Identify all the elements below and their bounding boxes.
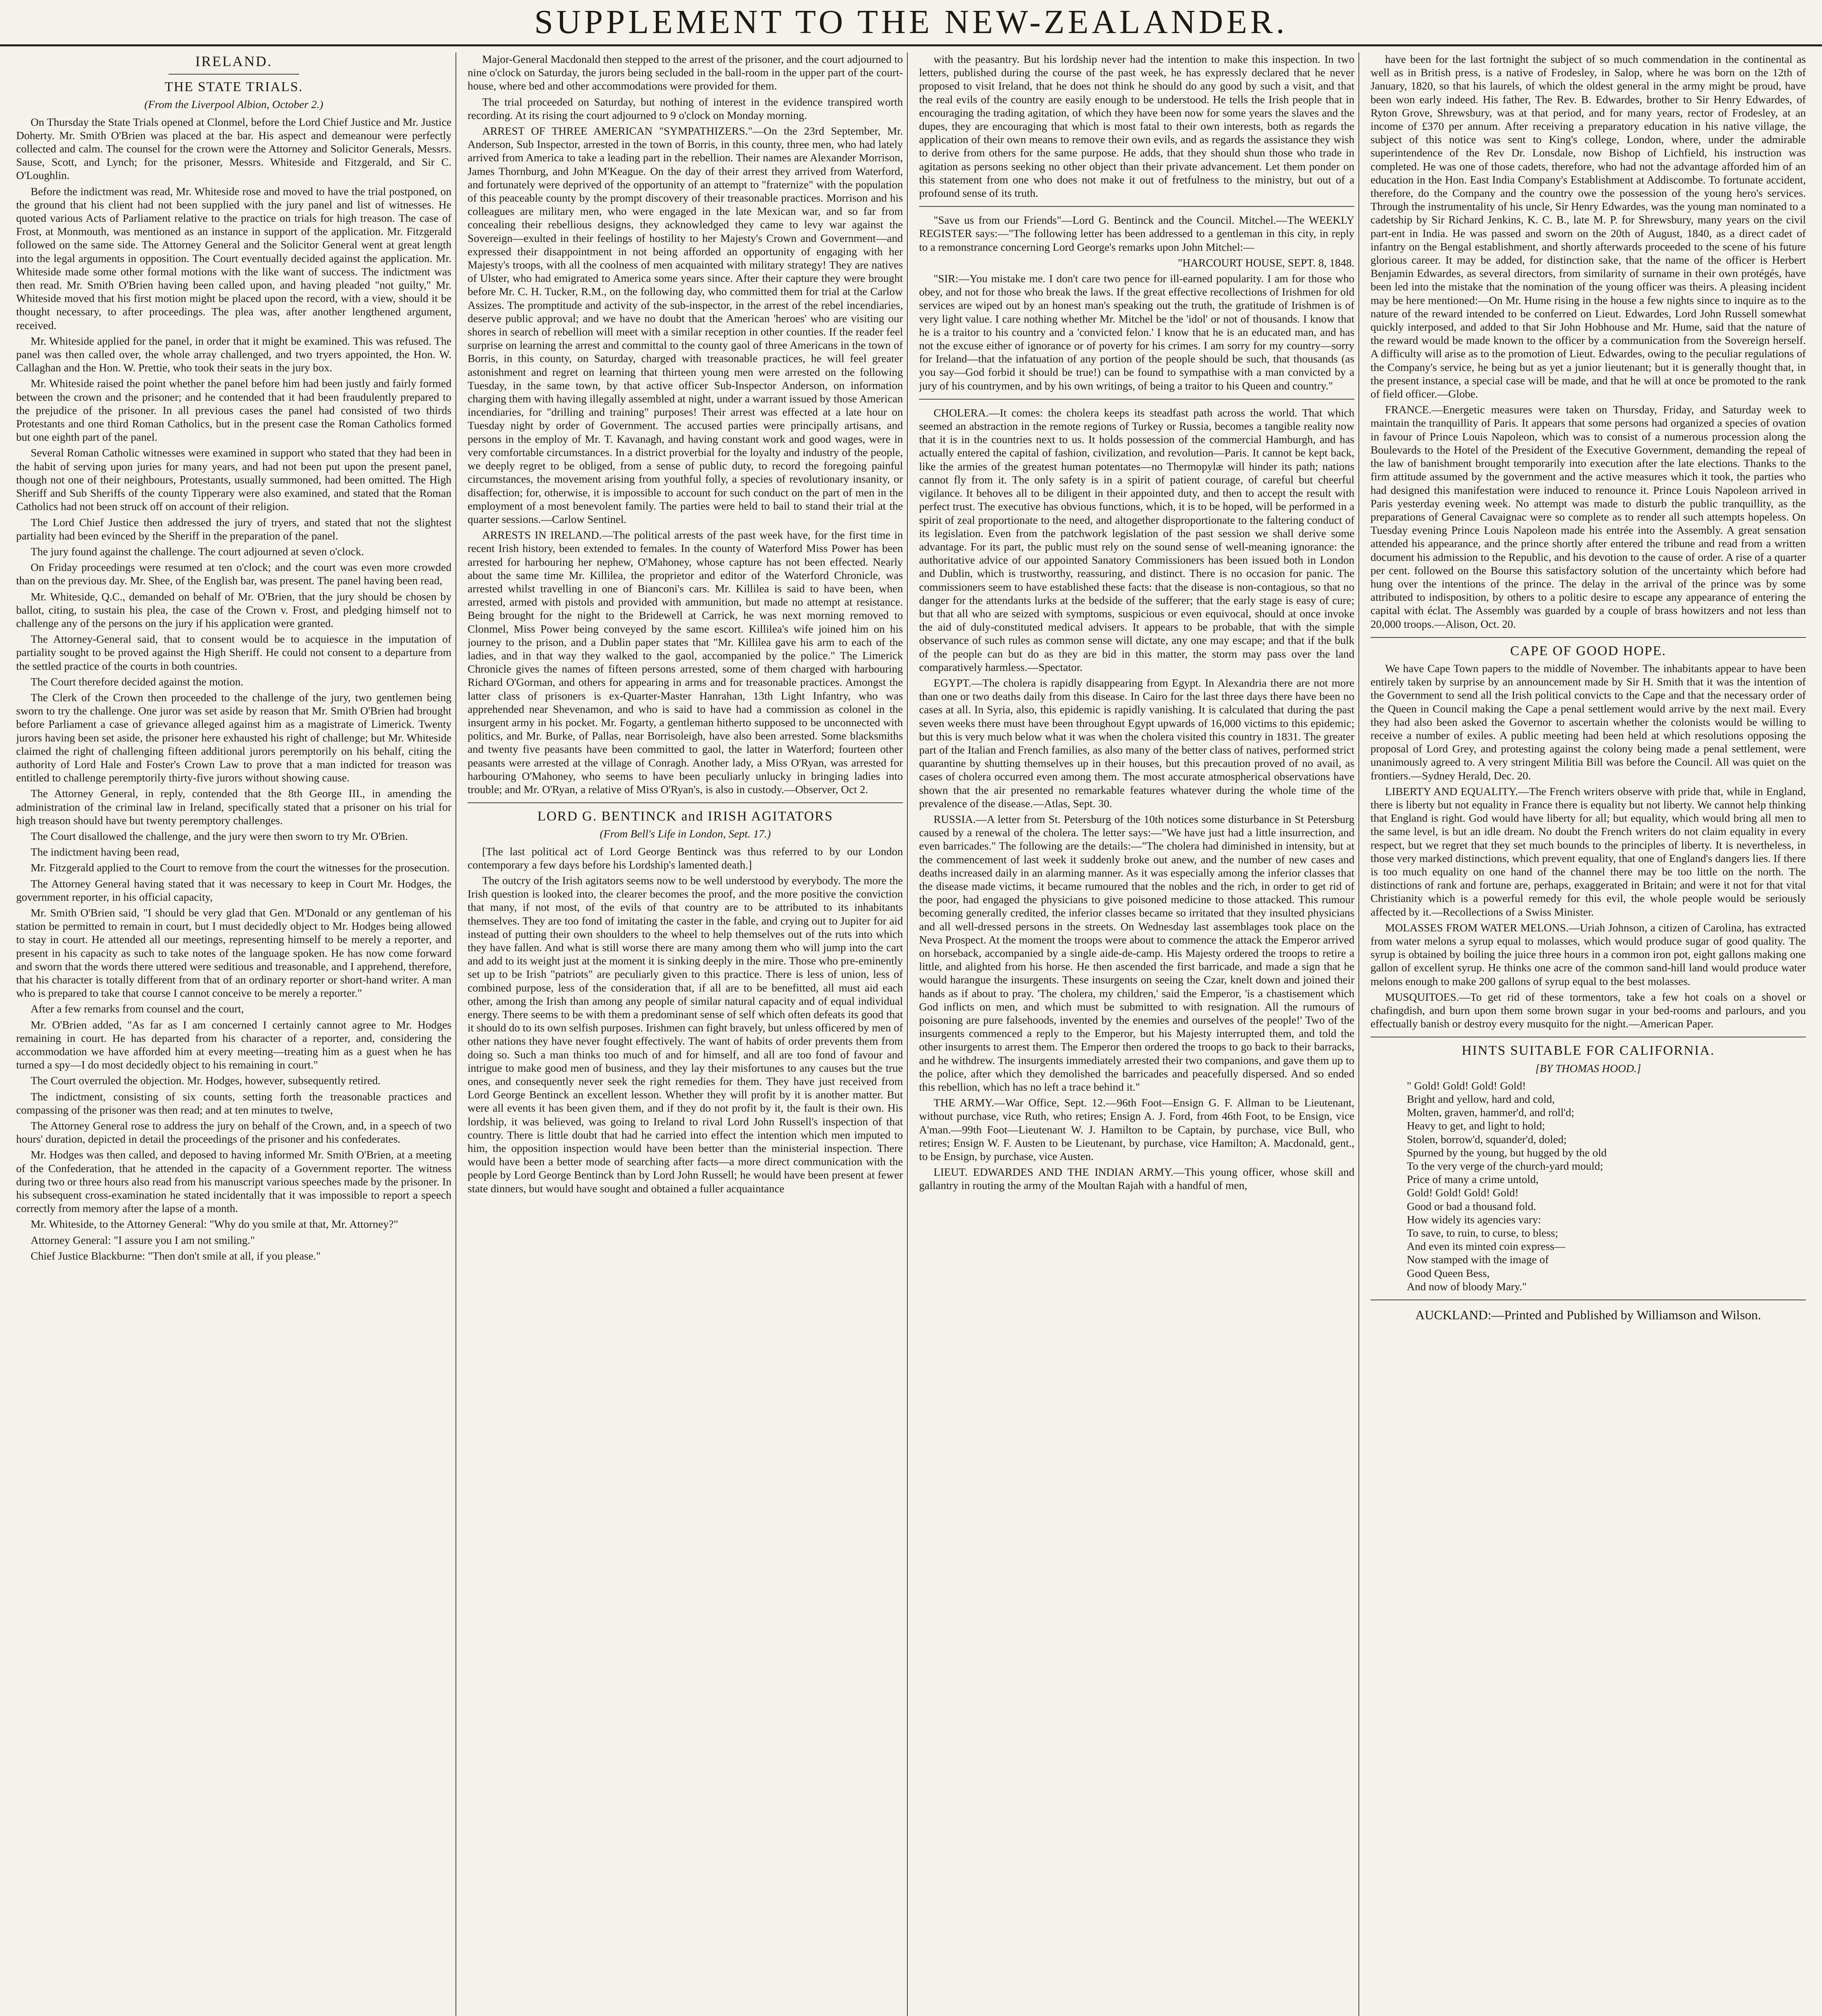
column-1: [16, 52, 451, 2016]
article-body: [16, 115, 451, 1262]
paragraph: [The last political act of Lord George Bentinck was thus referred to by our London contemporary a few days before his Lordship's lamented death.]: [468, 845, 903, 871]
poem-line: Stolen, borrow'd, squander'd, doled;: [1407, 1133, 1567, 1145]
paragraph: ARRESTS IN IRELAND.—The political arrests of the past week have, for the first time in recent Irish history, been extended to females. In the county of Waterford Miss Power has been arrested for harbouring her nephew, O'Mahoney, whose capture has not been effected. Nearly about the same time Mr. Killilea, the proprietor and editor of the Waterford Chronicle, was arrested whilst travelling in one of Bianconi's cars. Mr. Killilea is said to have been, when arrested, armed with pistols and provided with ammunition, but made no attempt at resistance. Being brought for the night to the Bridewell at Carrick, he was next morning removed to Clonmel, Miss Power being conveyed by the same escort. Killilea's wife joined him on his journey to the prison, and a Dublin paper states that "Mr. Killilea gave his arm to each of the ladies, and in that way they walked to the gaol, accompanied by the police." The Limerick Chronicle gives the names of fifteen persons arrested, some of them charged with harbouring Richard O'Gorman, and others for appearing in arms and for treasonable practices. Amongst the latter class of prisoners is ex-Quarter-Master Hanrahan, 13th Light Infantry, who was apprehended near Shevenamon, and who is said to have had a commission as colonel in the insurgent army in his pocket. Mr. Fogarty, a gentleman hitherto supposed to be unconnected with politics, and Mr. Burke, of Pallas, near Borrisoleigh, have also been arrested. Some blacksmiths and twenty five peasants have been committed to gaol, the latter in Waterford; fourteen other peasants were arrested at the village of Conragh. Another lady, a Miss O'Ryan, was arrested for harbouring O'Mahoney, who seems to have been peculiarly unlucky in bringing ladies into trouble; and Mr. O'Ryan, a relative of Miss O'Ryan's, is also in custody.—Observer, Oct 2.: [468, 529, 903, 796]
paragraph: The Clerk of the Crown then proceeded to the challenge of the jury, two gentlemen being sworn to try the challenge. One juror was set aside by reason that Mr. Smith O'Brien had brought before Parliament a case of grievance alleged against him as a magistrate of Limerick. Twenty jurors having been set aside, the prisoner here exhausted his right of challenge; but Mr. Whiteside claimed the right of challenging fifteen additional jurors peremptorily on his behalf, citing the authority of Lord Hale and Foster's Crown Law to prove that a man indicted for treason was entitled to challenge peremptorily thirty-five jurors without showing cause.: [16, 691, 451, 784]
paragraph: ARREST OF THREE AMERICAN "SYMPATHIZERS."—On the 23rd September, Mr. Anderson, Sub Inspector, arrested in the town of Borris, in this county, three men, who had lately arrived from America to take a leading part in the rebellion. Their names are Alexander Morrison, James Thornburg, and John M'Keague. On the day of their arrest they arrived from Waterford, and fortunately were deprived of the opportunity of an attempt to "fraternize" with the population of this peaceable county by the prompt discovery of their treasonable practices. Morrison and his colleagues are military men, who were engaged in the late Mexican war, and so far from concealing their rebellious designs, they acknowledged they came to levy war against the Sovereign—exulted in their feelings of hostility to her Majesty's Crown and Government—and expressed their disappointment in not being afforded an opportunity of engaging with her Majesty's troops, with all the coolness of men acquainted with military strategy! They are natives of Ulster, who had emigrated to America some years since. After their capture they were brought before Mr. C. H. Tucker, R.M., on the following day, who committed them for trial at the Carlow Assizes. The promptitude and activity of the sub-inspector, in the arrest of the rebel incendiaries, deserve public approval; and we have no doubt that the American 'heroes' who are visiting our shores in search of rebellion will meet with a similar reception in other counties. If the reader feel surprise on learning the arrest and committal to the county gaol of three Americans in the town of Borris, in this county, on Saturday, charged with treasonable practices, he will feel greater astonishment and regret on learning that thirteen young men were arrested on the following Tuesday, in the same town, by that active officer Sub-Inspector Anderson, on information charging them with having illegally assembled at night, under a warrant issued by those American incendiaries, for "drilling and training" purposes! Their arrest was effected at a late hour on Tuesday night by order of Government. The accused parties were principally artisans, and persons in the employ of Mr. T. Kavanagh, and having constant work and good wages, were in very comfortable circumstances. In a district proverbial for the loyalty and industry of the people, we deeply regret to be obliged, from a sense of public duty, to record the foregoing painful circumstances, the movement arising from youthful folly, a species of revolutionary insanity, or disaffection; for, otherwise, it is impossible to account for such conduct on the part of men in the employment of a most benevolent family. The parties were held to bail to stand their trial at the quarter sessions.—Carlow Sentinel.: [468, 125, 903, 525]
article-heading: LORD G. BENTINCK and IRISH AGITATORS: [537, 809, 833, 824]
paragraph: The Attorney General, in reply, contended that the 8th George III., in amending the administration of the criminal law in Ireland, specifically stated that a prisoner on his trial for high treason should have but twenty peremptory challenges.: [16, 787, 451, 827]
paragraph: The jury found against the challenge. The court adjourned at seven o'clock.: [31, 545, 364, 558]
column-3: [919, 52, 1354, 2016]
divider: [168, 74, 299, 75]
poem-title: HINTS SUITABLE FOR CALIFORNIA.: [1462, 1043, 1715, 1058]
paragraph: Chief Justice Blackburne: "Then don't smile at all, if you please.": [31, 1249, 321, 1262]
paragraph: Mr. Whiteside, Q.C., demanded on behalf of Mr. O'Brien, that the jury should be chosen by ballot, citing, to sustain his plea, the case of the Crown v. Frost, and pledging himself not to challenge any of the persons on the jury if his application were granted.: [16, 590, 451, 629]
poem-line: And now of bloody Mary.": [1407, 1280, 1527, 1293]
poem-author: [BY THOMAS HOOD.]: [1535, 1062, 1641, 1075]
paragraph: Mr. O'Brien added, "As far as I am concerned I certainly cannot agree to Mr. Hodges remaining in court. He has departed from his character of a reporter, and, considering the accommodation we have afforded him at every meeting—treating him as a guest when he has turned a spy—I do most decidedly object to his remaining in court.": [16, 1018, 451, 1071]
article-body: [919, 406, 1354, 1192]
poem-line: To the very verge of the church-yard mould;: [1407, 1160, 1604, 1173]
paragraph: Major-General Macdonald then stepped to the arrest of the prisoner, and the court adjourned to nine o'clock on Saturday, the jurors being secluded in the ball-room in the upper part of the court-house, where bed and other accommodations were provided for them.: [468, 53, 903, 92]
paragraph: with the peasantry. But his lordship never had the intention to make this inspection. In two letters, published during the course of the past week, he has expressly declared that he never proposed to visit Ireland, that he does not think he should do any good by such a visit, and that the real evils of the country are easily enough to be understood. He tells the Irish people that in encouraging the trading agitation, of which they have been now for some years the slaves and the dupes, they are encouraging that which is most fatal to their own interests, both as regards the application of their own means to remove their own evils, and as regards the assistance they wish to derive from others for the same purpose. He adds, that they should shun those who trade in agitation as persons seeking no other object than their private advancement. Let them ponder on this statement from one who does not make it out of fretfulness to the ministry, but out of a profound sense of its truth.: [919, 53, 1354, 200]
divider: [468, 802, 903, 803]
poem-body: [1407, 1079, 1806, 1293]
paragraph: The indictment, consisting of six counts, setting forth the treasonable practices and compassing of the prisoner was then read; and at ten minutes to twelve,: [16, 1090, 451, 1116]
paragraph: On Thursday the State Trials opened at Clonmel, before the Lord Chief Justice and Mr. Justice Doherty. Mr. Smith O'Brien was placed at the bar. His aspect and demeanour were perfectly collected and calm. The counsel for the crown were the Attorney and Solicitor Generals, Messrs. Sause, Scott, and Lynch; for the prisoner, Messrs. Whiteside and Fitzgerald, and Sir C. O'Loughlin.: [16, 115, 451, 182]
paragraph: Before the indictment was read, Mr. Whiteside rose and moved to have the trial postponed, on the ground that his client had not been supplied with the jury panel and list of witnesses. He quoted various Acts of Parliament relative to the practice on trials for high treason. The case of Frost, at Monmouth, was mentioned as an instance in support of the application. Mr. Fitzgerald followed on the same side. The Attorney General and the Solicitor General went at great length into the legal arguments in opposition. The Court eventually decided against the application. Mr. Whiteside made some other formal motions with the like want of success. The indictment was then read. Mr. Smith O'Brien having been called upon, and having pleaded "not guilty," Mr. Whiteside moved that his first motion might be placed upon the record, with a view, should it be thought necessary, to after proceedings. The plea was, after another lengthened argument, received.: [16, 185, 451, 331]
divider: [919, 399, 1354, 400]
section-heading: IRELAND.: [195, 53, 272, 69]
divider: [919, 206, 1354, 207]
paragraph: The trial proceeded on Saturday, but nothing of interest in the evidence transpired worth recording. At its rising the court adjourned to 9 o'clock on Monday morning.: [468, 95, 903, 121]
paragraph: The Attorney-General said, that to consent would be to acquiesce in the imputation of partiality sought to be proved against the High Sheriff. He could not consent to a departure from the settled practice of the courts in both countries.: [16, 633, 451, 672]
article-body: [1371, 52, 1806, 631]
poem-line: Price of many a crime untold,: [1407, 1173, 1539, 1186]
poem-line: Spurned by the young, but hugged by the old: [1407, 1146, 1607, 1159]
paragraph: MUSQUITOES.—To get rid of these tormentors, take a few hot coals on a shovel or chafingdish, and burn upon them some brown sugar in your bed-rooms and parlours, and you effectually banish or destroy every musquito for the night.—American Paper.: [1371, 990, 1806, 1030]
paragraph: The Court disallowed the challenge, and the jury were then sworn to try Mr. O'Brien.: [31, 829, 408, 842]
paragraph: Mr. Whiteside applied for the panel, in order that it might be examined. This was refused. The panel was then called over, the whole array challenged, and two tryers appointed, the Hon. W. Callaghan and the Hon. W. Prettie, who took their seats in the jury box.: [16, 334, 451, 374]
paragraph: LIEUT. EDWARDES AND THE INDIAN ARMY.—This young officer, whose skill and gallantry in routing the army of the Moultan Rajah with a handful of men,: [919, 1166, 1354, 1192]
poem-line: How widely its agencies vary:: [1407, 1213, 1541, 1226]
paragraph: The Court overruled the objection. Mr. Hodges, however, subsequently retired.: [31, 1074, 381, 1087]
article-body: [468, 52, 903, 796]
divider: [1371, 637, 1806, 638]
article-heading: CAPE OF GOOD HOPE.: [1510, 643, 1666, 658]
paragraph: The outcry of the Irish agitators seems now to be well understood by everybody. The more the Irish question is looked into, the clearer becomes the proof, and the more positive the conviction that many, if not most, of the evils of that country are to be attributed to its inhabitants themselves. They are too fond of imitating the caster in the fable, and crying out to Jupiter for aid instead of putting their own shoulders to the wheel to help themselves out of the ruts into which they have fallen. And what is still worse there are many among them who will jump into the cart and add to its weight just at the moment it is sinking deeply in the mire. Those who pre-eminently set up to be Irish "patriots" are peculiarly given to this practice. There is less of union, less of combined purpose, less of the consideration that, if all are to be benefitted, all must aid each other, among the Irish than among any people of similar natural capacity and of equal individual energy. There seems to be with them a predominant sense of self which often defeats its good that it should do to its own selfish purposes. Irishmen can fight bravely, but unless officered by men of other nations they have never fought effectively. The want of habits of order prevents them from doing so. Such a man thinks too much of and for himself, and all are too fond of favour and intrigue to make good men of business, and they lay their misfortunes to any causes but the true ones, and consequently never seek the right remedies for them. They have just received from Lord George Bentinck an excellent lesson. Whether they will profit by it is another matter. But were all events it has been given them, and if they do not profit by it, the fault is their own. His lordship, it was believed, was going to Ireland to rival Lord John Russell's inspection of that country. There is little doubt that had he carried into effect the intention which men imputed to him, the opposition inspection would have been better than the ministerial inspection. There would have been a better mode of searching after facts—a more direct communication with the people by Lord George Bentinck than by Lord John Russell; he would have been present at fewer state dinners, but would have sought and obtained a fuller acquaintance: [468, 874, 903, 1195]
column-4: [1371, 52, 1806, 2016]
article-source: (From the Liverpool Albion, October 2.): [144, 98, 323, 111]
article-body: [1371, 662, 1806, 1030]
imprint: AUCKLAND:—Printed and Published by Williamson and Wilson.: [1415, 1308, 1761, 1322]
poem-line: Bright and yellow, hard and cold,: [1407, 1093, 1555, 1106]
paragraph: Mr. Smith O'Brien said, "I should be very glad that Gen. M'Donald or any gentleman of his station be permitted to remain in court, but I must decidedly object to Mr. Hodges being allowed to stay in court. He attended all our meetings, representing himself to be merely a reporter, and present in his capacity as such to take notes of the language spoken. He has now come forward and sworn that the words there uttered were seditious and treasonable, and I apprehend, therefore, that his character is totally different from that of an ordinary reporter or short-hand writer. A man who is prepared to take that course I cannot conceive to be merely a reporter.": [16, 906, 451, 1000]
paragraph: Mr. Whiteside, to the Attorney General: "Why do you smile at that, Mr. Attorney?": [31, 1218, 398, 1231]
paragraph: The Court therefore decided against the motion.: [31, 675, 243, 688]
poem-line: Good or bad a thousand fold.: [1407, 1200, 1536, 1212]
article-heading: THE STATE TRIALS.: [164, 79, 303, 95]
letter-intro: "Save us from our Friends"—Lord G. Bentinck and the Council. Mitchel.—The WEEKLY REGISTER says:—"The following letter has been addressed to a gentleman in this city, in reply to a remonstrance concerning Lord George's remarks upon John Mitchel:—: [919, 214, 1354, 253]
poem-line: Now stamped with the image of: [1407, 1253, 1549, 1266]
paragraph: LIBERTY AND EQUALITY.—The French writers observe with pride that, while in England, there is liberty but not equality in France there is equality but not liberty. We cannot help thinking that England is right. God would have liberty for all; but equality, which would bring all men to the same level, is but an idle dream. No doubt the French writers do not claim equality in every respect, but we regret that they set much bounds to the principles of liberty. It is nevertheless, in those very marked distinctions, which prevent equality, that one of England's dangers lies. If there is too much equality on one hand of the channel there may be too little on the north. The distinctions of rank and fortune are, perhaps, exaggerated in Britain; and were it not for that vital Christianity which is a powerful remedy for this evil, the whole people would be seriously affected by it.—Recollections of a Swiss Minister.: [1371, 785, 1806, 918]
paragraph: THE ARMY.—War Office, Sept. 12.—96th Foot—Ensign G. F. Allman to be Lieutenant, without purchase, vice Ruth, who retires; Ensign A. J. Ford, from 46th Foot, to be Ensign, vice A'man.—99th Foot—Lieutenant W. J. Hamilton to be Captain, by purchase, vice Bull, who retires; Ensign W. F. Austen to be Lieutenant, by purchase, vice Hamilton; A. Macdonald, gent., to be Ensign, by purchase, vice Austen.: [919, 1096, 1354, 1163]
poem-line: Gold! Gold! Gold! Gold!: [1407, 1186, 1519, 1199]
paragraph: On Friday proceedings were resumed at ten o'clock; and the court was even more crowded than on the previous day. Mr. Shee, of the English bar, was present. The panel having been read,: [16, 561, 451, 587]
paragraph: Mr. Whiteside raised the point whether the panel before him had been justly and fairly formed between the crown and the prisoner; and he contended that it had been fraudulently prepared to the prejudice of the prisoner. In all previous cases the panel had consisted of two thirds Protestants and one third Roman Catholics, but in the present case the Roman Catholics formed but one eighth part of the panel.: [16, 377, 451, 444]
paragraph: RUSSIA.—A letter from St. Petersburg of the 10th notices some disturbance in St Petersburg caused by a renewal of the cholera. The letter says:—"We have just had a little insurrection, and even barricades." The following are the details:—"The cholera had diminished in intensity, but at the commencement of last week it suddenly broke out anew, and the number of new cases and deaths increased daily in an alarming manner. As it was especially among the inferior classes that the disease made victims, it became rumoured that the nobles and the rich, in order to get rid of the poor, had engaged the physicians to give poisoned medicine to those attacked. This rumour becoming generally credited, the inferior classes became so irritated that they insulted physicians and all well-dressed persons in the streets. On Wednesday last assemblages took place on the Neva Prospect. At the moment the troops were about to commence the attack the Emperor arrived on horseback, accompanied by a single aide-de-camp. His Majesty ordered the troops to retire a little, and alighted from his horse. He then ascended the first barricade, and made a sign that he would harangue the insurgents. These insurgents on seeing the Czar, knelt down and joined their hands as if about to pray. 'The cholera, my children,' said the Emperor, 'is a chastisement which God inflicts on men, and which must be submitted to with resignation. All the rumours of poisoning are pure falsehoods, invented by the enemies and ourselves of the people!' Two of the insurgents commenced a reply to the Emperor, but his Majesty interrupted them, and told the other insurgents to arrest them. The Emperor then ordered the troops to go back to their barracks, and he withdrew. The insurgents immediately arrested their two companions, and gave them up to the police, after which they demolished the barricades and peacefully dispersed. And so ended this rebellion, which has no left a trace behind it.": [919, 812, 1354, 1093]
column-2: [468, 52, 903, 2016]
article-body: [919, 52, 1354, 200]
poem-line: Molten, graven, hammer'd, and roll'd;: [1407, 1106, 1574, 1119]
poem-line: " Gold! Gold! Gold! Gold!: [1407, 1079, 1526, 1092]
paragraph: Mr. Fitzgerald applied to the Court to remove from the court the witnesses for the prosecution.: [31, 861, 450, 874]
paragraph: The indictment having been read,: [31, 846, 179, 858]
paragraph: have been for the last fortnight the subject of so much commendation in the continental as well as in British press, is a native of Frodesley, in Salop, where he was born on the 12th of January, 1820, so that his laurels, of which the oldest general in the army might be proud, have been won early indeed. His father, The Rev. B. Edwardes, brother to Sir Henry Edwardes, of Ryton Grove, Shrewsbury, was at that period, and for many years, rector of Frodesley, at an income of £370 per annum. After receiving a preparatory education in his native village, the subject of this notice was sent to King's college, London, where, under the admirable superintendence of the Rev Dr. Lonsdale, now Bishop of Lichfield, his instruction was completed. He was one of those cadets, therefore, who had not the advantage afforded him of an education in the Hon. East India Company's Establishment at Addiscombe. To fortunate accident, therefore, do the Company and the country owe the possession of the young hero's services. Through the instrumentality of his uncle, Sir Henry Edwardes, was the young man nominated to a cadetship by Sir Richard Jenkins, K. C. B., late M. P. for Shrewsbury, many years on the civil part-ent in India. He was passed and sworn on the 20th of August, 1840, as a direct cadet of infantry on the Bengal establishment, and shortly afterwards proceeded to the scene of his future glorious career. It may be added, for distinction sake, that the name of the officer is Herbert Benjamin Edwardes, as several directors, from similarity of surname in their own protégés, have been led into the mistake that the nomination of the young officer was theirs. A pleasing incident may be here mentioned:—On Mr. Hume rising in the house a few nights since to inquire as to the nature of the reward intended to be conferred on Lieut. Edwardes, Lord John Russell somewhat quickly interposed, and added to that Sir John Hobhouse and Mr. Hume, said that the nature of the reward would be made known to the officer by a communication from the Sovereign herself. A difficulty will arise as to the promotion of Lieut. Edwardes, owing to the peculiar regulations of the Company's service, he being but as yet a junior lieutenant; but it is generally thought that, in the present instance, a special case will be made, and that he will at once be promoted to the rank of field officer.—Globe.: [1371, 53, 1806, 400]
paragraph: The Attorney General having stated that it was necessary to keep in Court Mr. Hodges, the government reporter, in his official capacity,: [16, 877, 451, 903]
poem-line: And even its minted coin express—: [1407, 1240, 1566, 1253]
poem-line: To save, to ruin, to curse, to bless;: [1407, 1227, 1558, 1239]
letter-dateline: "HARCOURT HOUSE, SEPT. 8, 1848.: [1178, 256, 1354, 269]
paragraph: Several Roman Catholic witnesses were examined in support who stated that they had been in the habit of serving upon juries for many years, and had not been put upon the present panel, though not one of their neighbours, Protestants, usually summoned, had been omitted. The High Sheriff and Sub Sheriffs of the county Tipperary were also examined, and stated that the Roman Catholics had not been struck off on account of their religion.: [16, 446, 451, 513]
paragraph: Mr. Hodges was then called, and deposed to having informed Mr. Smith O'Brien, at a meeting of the Confederation, that he attended in the capacity of a Government reporter. The witness during two or three hours also read from his manuscript various speeches made by the prisoner. In his subsequent cross-examination he stated incidentally that it was impossible to report a speech correctly from memory after the lapse of a month.: [16, 1148, 451, 1215]
poem-line: Good Queen Bess,: [1407, 1266, 1490, 1279]
letter-body: "SIR:—You mistake me. I don't care two pence for ill-earned popularity. I am for those who obey, and not for those who break the laws. If the great effective recollections of Irishmen for old services are wiped out by an honest man's speaking out the truth, the gratitude of Irishmen is of very light value. I care nothing whether Mr. Mitchel be the 'idol' or not of thousands. I know that he is a traitor to his country and a 'convicted felon.' I know that he is an educated man, and has not the excuse either of ignorance or of poverty for his crimes. I am sorry for my country—sorry for Ireland—that the infatuation of any portion of the people should be such, that thousands (as you say—God forbid it should be true!) can be found to sympathise with a man convicted by a jury of his countrymen, and by his own writings, of being a traitor to his Queen and country.": [919, 272, 1354, 392]
paragraph: The Lord Chief Justice then addressed the jury of tryers, and stated that not the slightest partiality had been evinced by the Sheriff in the preparation of the panel.: [16, 516, 451, 542]
column-rule: [1358, 52, 1359, 2016]
paragraph: Attorney General: "I assure you I am not smiling.": [31, 1233, 255, 1246]
paragraph: After a few remarks from counsel and the court,: [31, 1002, 244, 1015]
paragraph: CHOLERA.—It comes: the cholera keeps its steadfast path across the world. That which seemed an abstraction in the remote regions of Turkey or Russia, becomes a tangible reality now that it is in the countries next to us. It holds possession of the commercial Hamburgh, and has actually entered the capital of fashion, civilization, and revolution—Paris. It cannot be kept back, like the armies of the greatest human potentates—no Thermopylæ will hinder its path; nations cannot fly from it. The only safety is in a spirit of patient courage, of careful but cheerful vigilance. It behoves all to be diligent in their appointed duty, and then to accept the result with perfect trust. The executive has obvious functions, which, it is to be hoped, will be performed in a spirit of zeal proportionate to the need, and altogether disproportionate to the faltering conduct of its legislation. Even from the patchwork legislation of the past session we shall derive some advantage. For its part, the public must rely on the sound sense of well-meaning ignorance: the authoritative advice of our appointed Sanatory Commissioners has been issued both in London and Dublin, which is trustworthy, reassuring, and distinct. There is no occasion for panic. The commissioners seem to have established these facts: that the disease is non-contagious, so that no danger for the attendants lurks at the bedside of the sufferer; that the early stage is easy of cure; but that all who are seized with symptoms, suspicious or even equivocal, should at once invoke the aid of duly-constituted medical advisers. It appears to be probable, that with the simple observance of such rules as common sense will dictate, any one may escape; and that if the bulk of the people can but do as they are bid in this matter, the storm may pass over the land comparatively harmless.—Spectator.: [919, 406, 1354, 673]
masthead: SUPPLEMENT TO THE NEW-ZEALANDER.: [0, 0, 1822, 46]
paragraph: EGYPT.—The cholera is rapidly disappearing from Egypt. In Alexandria there are not more than one or two deaths daily from this disease. In Cairo for the last three days there have been no cases at all. In Syria, also, this epidemic is rapidly vanishing. It is calculated that during the past seven weeks there must have been throughout Egypt upwards of 16,000 victims to this epidemic; but this is very much below what it was when the cholera visited this country in 1831. The greater part of the Italian and French families, as also many of the better class of natives, performed strict quarantine by shutting themselves up in their houses, but this precaution proved of no avail, as cases of cholera occurred even among them. The most accurate atmospherical observations have shown that the air presented no remarkable features whatever during the whole time of the prevalence of the disease.—Atlas, Sept. 30.: [919, 676, 1354, 810]
poem-line: Heavy to get, and light to hold;: [1407, 1119, 1545, 1132]
paragraph: We have Cape Town papers to the middle of November. The inhabitants appear to have been entirely taken by surprise by an announcement made by Sir H. Smith that it was the intention of the Government to send all the Irish political convicts to the Cape and that the necessary order of the Queen in Council making the Cape a penal settlement would arrive by the next mail. Every they had also been asked the Governor to ascertain whether the colonists would be willing to receive a number of exiles. A public meeting had been held at which resolutions opposing the proposal of Lord Grey, and protesting against the colony being made a penal settlement, were unanimously agreed to. A very stringent Militia Bill was before the Council. All was quiet on the frontiers.—Sydney Herald, Dec. 20.: [1371, 662, 1806, 782]
paragraph: MOLASSES FROM WATER MELONS.—Uriah Johnson, a citizen of Carolina, has extracted from water melons a syrup equal to molasses, which would produce sugar of good quality. The syrup is obtained by boiling the juice three hours in a common iron pot, eight gallons making one gallon of excellent syrup. He thinks one acre of the common sand-hill land would produce water melons enough to make 200 gallons of syrup equal to the best molasses.: [1371, 921, 1806, 987]
article-body: [468, 845, 903, 1195]
article-source: (From Bell's Life in London, Sept. 17.): [599, 827, 771, 840]
paragraph: The Attorney General rose to address the jury on behalf of the Crown, and, in a speech of two hours' duration, depicted in detail the proceedings of the prisoner and his confederates.: [16, 1119, 451, 1145]
paragraph: FRANCE.—Energetic measures were taken on Thursday, Friday, and Saturday week to maintain the tranquillity of Paris. It appears that some persons had organized a species of ovation in favour of Prince Louis Napoleon, which was to consist of a numerous procession along the Boulevards to the Hotel of the President of the Executive Government, demanding the repeal of the law of banishment brought temporarily into execution after the late elections. Thanks to the firm attitude assumed by the government and the active measures which it took, the parties who had designed this manifestation were induced to renounce it. Prince Louis Napoleon arrived in Paris yesterday evening week. No attempt was made to disturb the public tranquillity, as the preparations of General Cavaignac were so complete as to render all such attempts hopeless. On Tuesday evening Prince Louis Napoleon made his entrée into the Assembly. A great sensation attended his appearance, and the prince shortly after entered the tribune and read from a written document his admission to the Republic, and his devotion to the cause of order. A rise of a quarter per cent. followed on the Bourse this satisfactory solution of the uncertainty which before had hung over the intentions of the prince. The delay in the arrival of the prince was by some attributed to indisposition, by others to a politic desire to escape any appearance of entering the capital with éclat. The Assembly was guarded by a couple of brass howitzers and not less than 20,000 troops.—Alison, Oct. 20.: [1371, 403, 1806, 630]
column-rule: [907, 52, 908, 2016]
